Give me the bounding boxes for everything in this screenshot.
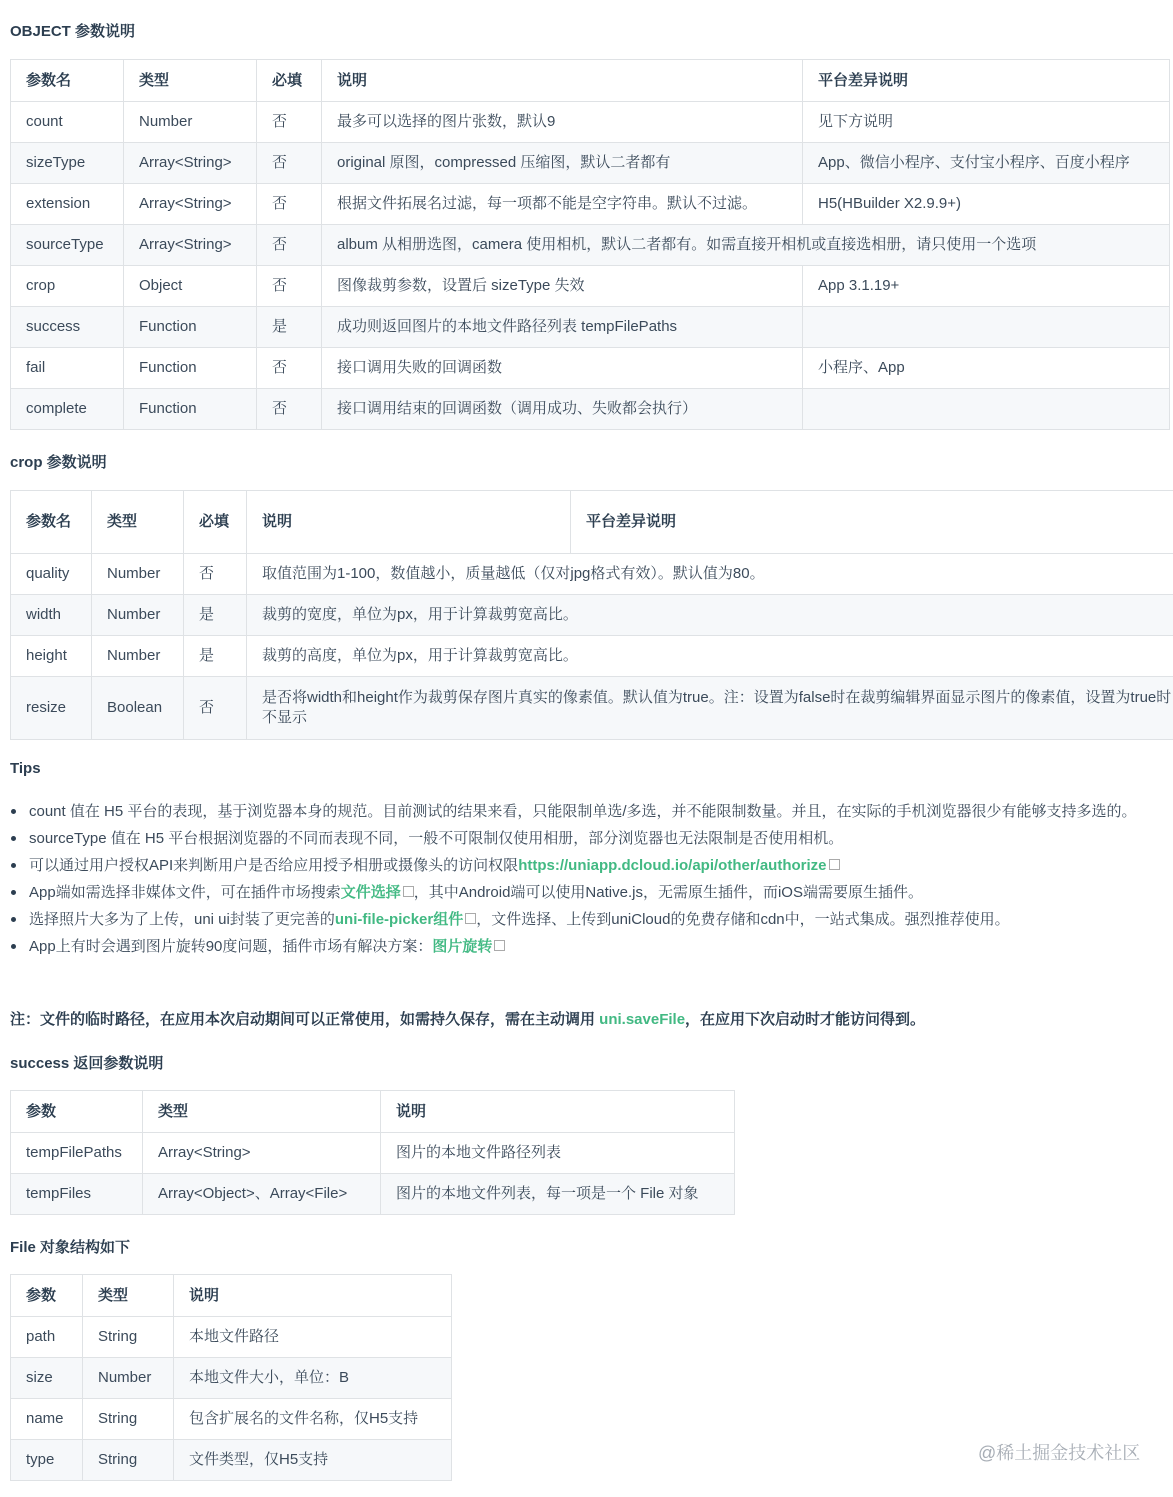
table-cell: 根据文件拓展名过滤，每一项都不能是空字符串。默认不过滤。 [322,184,803,225]
bullet-icon [11,944,16,949]
table-cell: 否 [257,389,322,430]
table-row [11,636,1173,677]
table-row [11,1133,735,1174]
watermark: @稀土掘金技术社区 [978,1443,1141,1463]
table-cell: 裁剪的高度，单位为px，用于计算裁剪宽高比。 [247,636,1173,677]
table-cell: success [11,307,124,348]
tip-text-before: 可以通过用户授权API来判断用户是否给应用授予相册或摄像头的访问权限 [29,857,519,874]
bullet-icon [11,917,16,922]
column-header: 说明 [322,60,803,102]
table-cell: 否 [257,266,322,307]
table-cell: Object [124,266,257,307]
column-header: 说明 [381,1091,735,1133]
table-cell [803,307,1170,348]
table-cell: 成功则返回图片的本地文件路径列表 tempFilePaths [322,307,803,348]
column-header: 参数名 [11,60,124,102]
table-cell: 文件类型，仅H5支持 [174,1440,452,1481]
table-cell: 小程序、App [803,348,1170,389]
save-file-link[interactable]: uni.saveFile [599,1011,686,1028]
table-cell: quality [11,554,92,595]
tip-item [0,798,1173,825]
table-cell: count [11,102,124,143]
table-cell: 否 [257,225,322,266]
table-header-row [11,60,1170,102]
table-header-row [11,491,1173,554]
tips-heading: Tips [10,760,41,777]
table-cell: sizeType [11,143,124,184]
table-cell: H5(HBuilder X2.9.9+) [803,184,1170,225]
crop-params-heading: crop 参数说明 [10,454,107,471]
table-cell: 最多可以选择的图片张数，默认9 [322,102,803,143]
table-cell: name [11,1399,83,1440]
table-row [11,1399,452,1440]
tip-text-after: ，文件选择、上传到uniCloud的免费存储和cdn中，一站式集成。强烈推荐使用。 [476,911,1010,928]
table-cell: Number [92,636,184,677]
column-header: 参数 [11,1091,143,1133]
external-link-icon [403,886,414,897]
column-header: 必填 [257,60,322,102]
success-params-table [10,1090,735,1215]
tip-link[interactable]: 文件选择 [340,884,401,901]
column-header: 类型 [124,60,257,102]
column-header: 说明 [174,1275,452,1317]
table-cell: resize [11,677,92,740]
table-cell: 否 [257,102,322,143]
tip-link[interactable]: uni-file-picker组件 [334,911,464,928]
table-cell: Array<String> [124,225,257,266]
table-cell: Function [124,348,257,389]
table-cell: 本地文件路径 [174,1317,452,1358]
column-header: 说明 [247,491,571,554]
table-row [11,1174,735,1215]
note-text-before: 注：文件的临时路径，在应用本次启动期间可以正常使用，如需持久保存，需在主动调用 [10,1011,600,1028]
table-cell: Number [124,102,257,143]
column-header: 必填 [184,491,247,554]
table-cell: size [11,1358,83,1399]
table-cell: 否 [257,143,322,184]
table-header-row [11,1091,735,1133]
table-cell: App、微信小程序、支付宝小程序、百度小程序 [803,143,1170,184]
tip-item [0,825,1173,852]
table-cell: height [11,636,92,677]
table-cell: width [11,595,92,636]
table-cell: extension [11,184,124,225]
table-cell: 图片的本地文件路径列表 [381,1133,735,1174]
tip-link[interactable]: 图片旋转 [432,938,493,955]
table-cell: 取值范围为1-100，数值越小，质量越低（仅对jpg格式有效）。默认值为80。 [247,554,1173,595]
table-cell: 否 [184,554,247,595]
table-row [11,1440,452,1481]
tips-list [0,798,1173,960]
tip-item [0,879,1173,906]
table-cell: Array<Object>、Array<File> [143,1174,381,1215]
success-params-heading: success 返回参数说明 [10,1055,164,1072]
bullet-icon [11,863,16,868]
table-cell: original 原图，compressed 压缩图，默认二者都有 [322,143,803,184]
table-cell: 裁剪的宽度，单位为px，用于计算裁剪宽高比。 [247,595,1173,636]
table-row [11,102,1170,143]
column-header: 参数 [11,1275,83,1317]
file-object-heading: File 对象结构如下 [10,1239,131,1256]
table-row [11,184,1170,225]
bullet-icon [11,890,16,895]
external-link-icon [829,859,840,870]
table-row [11,677,1173,740]
table-cell: String [83,1317,174,1358]
file-object-table [10,1274,452,1481]
table-row [11,595,1173,636]
table-cell: 接口调用结束的回调函数（调用成功、失败都会执行） [322,389,803,430]
bullet-icon [11,809,16,814]
column-header: 类型 [83,1275,174,1317]
table-cell: Array<String> [124,184,257,225]
table-cell: 否 [257,348,322,389]
table-row [11,307,1170,348]
column-header: 平台差异说明 [803,60,1170,102]
table-cell: Function [124,307,257,348]
external-link-icon [465,913,476,924]
table-cell: Function [124,389,257,430]
tip-text: count 值在 H5 平台的表现，基于浏览器本身的规范。目前测试的结果来看，只能限制单选/多选，并不能限制数量。并且，在实际的手机浏览器很少有能够支持多选的。 [29,803,1137,820]
tip-item [0,852,1173,879]
tip-text: sourceType 值在 H5 平台根据浏览器的不同而表现不同，一般不可限制仅使用相册，部分浏览器也无法限制是否使用相机。 [29,830,844,847]
bullet-icon [11,836,16,841]
table-cell: Array<String> [124,143,257,184]
tip-text-before: 选择照片大多为了上传，uni ui封装了更完善的 [29,911,335,928]
tip-link[interactable]: https://uniapp.dcloud.io/api/other/authorize [518,857,827,874]
table-row [11,143,1170,184]
table-cell: type [11,1440,83,1481]
table-cell: 包含扩展名的文件名称，仅H5支持 [174,1399,452,1440]
table-cell: path [11,1317,83,1358]
column-header: 类型 [92,491,184,554]
table-cell: 本地文件大小，单位：B [174,1358,452,1399]
tip-text-after: ，其中Android端可以使用Native.js，无需原生插件，而iOS端需要原生插件。 [413,884,923,901]
table-cell: Array<String> [143,1133,381,1174]
table-cell: Number [92,554,184,595]
table-cell: fail [11,348,124,389]
note-text-after: ，在应用下次启动时才能访问得到。 [685,1011,926,1028]
table-cell: Boolean [92,677,184,740]
column-header: 类型 [143,1091,381,1133]
table-cell: 是否将width和height作为裁剪保存图片真实的像素值。默认值为true。注：设置为false时在裁剪编辑界面显示图片的像素值，设置为true时不显示 [247,677,1173,740]
table-cell: tempFilePaths [11,1133,143,1174]
temp-path-note [10,1008,925,1029]
tip-text-before: App上有时会遇到图片旋转90度问题，插件市场有解决方案： [29,938,433,955]
table-cell: 图片的本地文件列表，每一项是一个 File 对象 [381,1174,735,1215]
table-header-row [11,1275,452,1317]
table-cell: crop [11,266,124,307]
table-cell: String [83,1399,174,1440]
table-cell: 是 [184,595,247,636]
table-cell: album 从相册选图，camera 使用相机，默认二者都有。如需直接开相机或直接选相册，请只使用一个选项 [322,225,1170,266]
column-header: 平台差异说明 [571,491,1173,554]
table-cell: 接口调用失败的回调函数 [322,348,803,389]
object-params-heading: OBJECT 参数说明 [10,23,136,40]
table-row [11,225,1170,266]
table-cell: 是 [257,307,322,348]
column-header: 参数名 [11,491,92,554]
table-cell: 图像裁剪参数，设置后 sizeType 失效 [322,266,803,307]
table-cell: 否 [257,184,322,225]
tip-text-before: App端如需选择非媒体文件，可在插件市场搜索 [29,884,341,901]
table-cell: String [83,1440,174,1481]
object-params-table [10,59,1170,430]
table-cell: complete [11,389,124,430]
tip-item [0,906,1173,933]
table-cell: Number [83,1358,174,1399]
table-row [11,1317,452,1358]
table-cell: 否 [184,677,247,740]
table-row [11,554,1173,595]
table-cell: 是 [184,636,247,677]
crop-params-table [10,490,1173,740]
table-row [11,348,1170,389]
table-cell [803,389,1170,430]
table-cell: sourceType [11,225,124,266]
table-cell: App 3.1.19+ [803,266,1170,307]
table-row [11,266,1170,307]
table-row [11,389,1170,430]
table-cell: Number [92,595,184,636]
table-row [11,1358,452,1399]
tip-item [0,933,1173,960]
external-link-icon [494,940,505,951]
table-cell: 见下方说明 [803,102,1170,143]
table-cell: tempFiles [11,1174,143,1215]
